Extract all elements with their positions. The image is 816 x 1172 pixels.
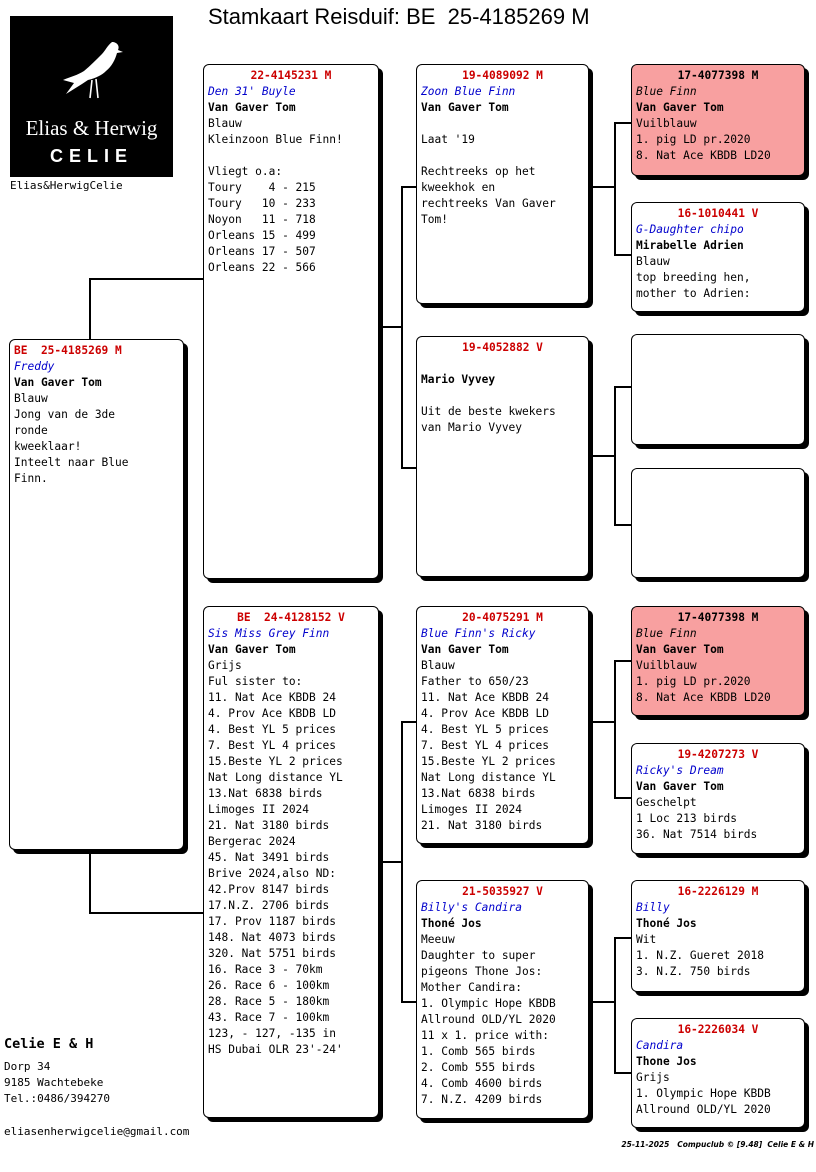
info-line: Allround OLD/YL 2020 bbox=[421, 1013, 556, 1026]
owner-name: Thone Jos bbox=[636, 1055, 697, 1068]
info-line: 28. Race 5 - 180km bbox=[208, 995, 330, 1008]
logo-caption: Elias&HerwigCelie bbox=[10, 179, 123, 192]
info-line: 15.Beste YL 2 prices bbox=[208, 755, 343, 768]
info-line: Noyon 11 - 718 bbox=[208, 213, 316, 226]
connector-line bbox=[401, 721, 416, 723]
info-line: Orleans 17 - 507 bbox=[208, 245, 316, 258]
info-line: 43. Race 7 - 100km bbox=[208, 1011, 330, 1024]
ring-number: 17-4077398 M bbox=[677, 69, 759, 82]
connector-line bbox=[89, 278, 91, 339]
pigeon-name: Candira bbox=[636, 1039, 684, 1052]
info-line: Grijs bbox=[208, 659, 242, 672]
connector-line bbox=[89, 850, 91, 913]
owner-name: Van Gaver Tom bbox=[421, 101, 509, 114]
info-line: Vliegt o.a: bbox=[208, 165, 283, 178]
owner-name: Van Gaver Tom bbox=[636, 643, 724, 656]
connector-line bbox=[593, 1001, 614, 1003]
info-line bbox=[421, 116, 584, 132]
ring-number: BE 24-4128152 V bbox=[237, 611, 345, 624]
info-line: Ful sister to: bbox=[208, 675, 303, 688]
info-line: 11. Nat Ace KBDB 24 bbox=[421, 691, 549, 704]
info-line: Mother Candira: bbox=[421, 981, 523, 994]
pigeon-name: Billy bbox=[636, 901, 670, 914]
info-line: 1. Olympic Hope KBDB bbox=[421, 997, 556, 1010]
pigeon-name: G-Daughter chipo bbox=[636, 223, 744, 236]
connector-line bbox=[89, 912, 203, 914]
owner-name: Van Gaver Tom bbox=[208, 101, 296, 114]
info-line: Toury 4 - 215 bbox=[208, 181, 316, 194]
pigeon-card-dds[interactable] bbox=[631, 880, 805, 992]
info-line: Blauw bbox=[14, 392, 48, 405]
info-line: Jong van de 3de bbox=[14, 408, 116, 421]
pigeon-card-sds-empty[interactable] bbox=[631, 334, 805, 445]
info-line: Blauw bbox=[636, 255, 670, 268]
connector-line bbox=[401, 186, 416, 188]
info-line: Laat '19 bbox=[421, 133, 475, 146]
logo-brand: Elias & Herwig bbox=[25, 116, 158, 140]
ring-number: 19-4052882 V bbox=[462, 341, 543, 354]
pigeon-card-dam-sire[interactable] bbox=[416, 606, 589, 844]
owner-name: Van Gaver Tom bbox=[636, 780, 724, 793]
owner-name: Mario Vyvey bbox=[421, 373, 496, 386]
info-line: van Mario Vyvey bbox=[421, 421, 523, 434]
info-line: 1 Loc 213 birds bbox=[636, 812, 738, 825]
connector-line bbox=[401, 467, 416, 469]
breeder-phone: Tel.:0486/394270 bbox=[4, 1092, 110, 1105]
page-title: Stamkaart Reisduif: BE 25-4185269 M bbox=[208, 4, 590, 29]
pigeon-name: Billy's Candira bbox=[421, 901, 523, 914]
info-line: 26. Race 6 - 100km bbox=[208, 979, 330, 992]
info-line: Tom! bbox=[421, 213, 448, 226]
pigeon-name: Blue Finn's Ricky bbox=[421, 627, 536, 640]
info-line: 2. Comb 555 birds bbox=[421, 1061, 536, 1074]
ring-number: 16-2226129 M bbox=[677, 885, 759, 898]
info-line: 13.Nat 6838 birds bbox=[208, 787, 323, 800]
connector-line bbox=[593, 721, 614, 723]
connector-line bbox=[401, 186, 403, 468]
info-line: Uit de beste kwekers bbox=[421, 405, 556, 418]
pigeon-card-sdd-empty[interactable] bbox=[631, 468, 805, 578]
info-line: pigeons Thone Jos: bbox=[421, 965, 543, 978]
owner-name: Van Gaver Tom bbox=[421, 643, 509, 656]
info-line: Nat Long distance YL bbox=[208, 771, 343, 784]
info-line: Blauw bbox=[208, 117, 242, 130]
info-line: 4. Prov Ace KBDB LD bbox=[421, 707, 549, 720]
info-line: 11. Nat Ace KBDB 24 bbox=[208, 691, 336, 704]
connector-line bbox=[593, 455, 614, 457]
info-line: 21. Nat 3180 birds bbox=[208, 819, 330, 832]
owner-name: Van Gaver Tom bbox=[208, 643, 296, 656]
connector-line bbox=[614, 660, 631, 662]
info-line: Inteelt naar Blue bbox=[14, 456, 129, 469]
ring-number: 21-5035927 V bbox=[462, 885, 543, 898]
ring-number: BE 25-4185269 M bbox=[14, 344, 122, 357]
owner-name: Van Gaver Tom bbox=[636, 101, 724, 114]
info-line: Bergerac 2024 bbox=[208, 835, 296, 848]
info-line: 11 x 1. price with: bbox=[421, 1029, 549, 1042]
info-line: 13.Nat 6838 birds bbox=[421, 787, 536, 800]
info-line: 8. Nat Ace KBDB LD20 bbox=[636, 149, 771, 162]
info-line: Meeuw bbox=[421, 933, 455, 946]
owner-name: Van Gaver Tom bbox=[14, 376, 102, 389]
info-line: 21. Nat 3180 birds bbox=[421, 819, 543, 832]
info-line: HS Dubai OLR 23'-24' bbox=[208, 1043, 343, 1056]
info-line bbox=[421, 388, 584, 404]
info-line: 7. Best YL 4 prices bbox=[421, 739, 549, 752]
ring-number: 16-2226034 V bbox=[677, 1023, 759, 1036]
info-line: Toury 10 - 233 bbox=[208, 197, 316, 210]
info-line: kweekhok en bbox=[421, 181, 496, 194]
connector-line bbox=[401, 721, 403, 1002]
connector-line bbox=[614, 660, 616, 798]
info-line: Blauw bbox=[421, 659, 455, 672]
pigeon-card-sss[interactable] bbox=[631, 64, 805, 176]
info-line: 1. Comb 565 birds bbox=[421, 1045, 536, 1058]
info-line: Rechtreeks op het bbox=[421, 165, 536, 178]
pigeon-name: Blue Finn bbox=[636, 85, 697, 98]
pigeon-name: Den 31' Buyle bbox=[208, 85, 296, 98]
info-line: Vuilblauw bbox=[636, 117, 697, 130]
ring-number: 17-4077398 M bbox=[677, 611, 759, 624]
pigeon-card-dss[interactable] bbox=[631, 606, 805, 716]
info-line: 4. Prov Ace KBDB LD bbox=[208, 707, 336, 720]
pigeon-name: Freddy bbox=[14, 360, 55, 373]
connector-line bbox=[614, 797, 631, 799]
info-line: Wit bbox=[636, 933, 657, 946]
info-line: 45. Nat 3491 birds bbox=[208, 851, 330, 864]
info-line: 16. Race 3 - 70km bbox=[208, 963, 323, 976]
info-line bbox=[421, 148, 584, 164]
connector-line bbox=[614, 254, 631, 256]
info-line: Geschelpt bbox=[636, 796, 697, 809]
breeder-city: 9185 Wachtebeke bbox=[4, 1076, 104, 1089]
info-line: kweeklaar! bbox=[14, 440, 82, 453]
pigeon-card-sire[interactable] bbox=[203, 64, 379, 579]
info-line: 17. Prov 1187 birds bbox=[208, 915, 336, 928]
info-line: 3. N.Z. 750 birds bbox=[636, 965, 751, 978]
pigeon-name: Blue Finn bbox=[636, 627, 697, 640]
info-line: 36. Nat 7514 birds bbox=[636, 828, 758, 841]
info-line: Kleinzoon Blue Finn! bbox=[208, 133, 343, 146]
owner-name: Thoné Jos bbox=[421, 917, 482, 930]
connector-line bbox=[614, 122, 631, 124]
ring-number: 16-1010441 V bbox=[677, 207, 759, 220]
pigeon-card-dam-dam[interactable] bbox=[416, 880, 589, 1119]
info-line: 4. Comb 4600 birds bbox=[421, 1077, 543, 1090]
info-line: 8. Nat Ace KBDB LD20 bbox=[636, 691, 771, 704]
ring-number: 19-4207273 V bbox=[677, 748, 759, 761]
owner-name: Mirabelle Adrien bbox=[636, 239, 744, 252]
info-line: rechtreeks Van Gaver bbox=[421, 197, 556, 210]
info-line: Limoges II 2024 bbox=[208, 803, 310, 816]
connector-line bbox=[614, 122, 616, 255]
pigeon-card-dam[interactable] bbox=[203, 606, 379, 1118]
info-line: Allround OLD/YL 2020 bbox=[636, 1103, 771, 1116]
connector-line bbox=[614, 937, 616, 1073]
ring-number: 22-4145231 M bbox=[250, 69, 332, 82]
info-line: mother to Adrien: bbox=[636, 287, 751, 300]
breeder-name: Celie E & H bbox=[4, 1036, 94, 1052]
info-line: Nat Long distance YL bbox=[421, 771, 556, 784]
info-line: Orleans 15 - 499 bbox=[208, 229, 316, 242]
info-line: 7. N.Z. 4209 birds bbox=[421, 1093, 543, 1106]
info-line bbox=[208, 148, 374, 164]
info-line: 1. pig LD pr.2020 bbox=[636, 675, 751, 688]
pigeon-name: Sis Miss Grey Finn bbox=[208, 627, 330, 640]
connector-line bbox=[614, 937, 631, 939]
pigeon-card-ssd[interactable] bbox=[631, 202, 805, 312]
connector-line bbox=[614, 386, 616, 525]
pigeon-card-sire-dam[interactable] bbox=[416, 336, 589, 577]
connector-line bbox=[614, 1072, 631, 1074]
logo-subbrand: CELIE bbox=[49, 146, 133, 166]
connector-line bbox=[379, 326, 401, 328]
info-line: 320. Nat 5751 birds bbox=[208, 947, 336, 960]
info-line: 123, - 127, -135 in bbox=[208, 1027, 336, 1040]
info-line: 1. N.Z. Gueret 2018 bbox=[636, 949, 764, 962]
pigeon-name bbox=[421, 356, 584, 372]
connector-line bbox=[614, 386, 631, 388]
info-line: Orleans 22 - 566 bbox=[208, 261, 316, 274]
logo bbox=[10, 16, 173, 177]
breeder-address: Dorp 34 bbox=[4, 1060, 51, 1073]
pigeon-card-sire-sire[interactable] bbox=[416, 64, 589, 304]
info-line: Limoges II 2024 bbox=[421, 803, 523, 816]
breeder-email[interactable]: eliasenherwigcelie@gmail.com bbox=[4, 1125, 190, 1138]
info-line: 1. Olympic Hope KBDB bbox=[636, 1087, 771, 1100]
info-line: 4. Best YL 5 prices bbox=[421, 723, 549, 736]
info-line: Daughter to super bbox=[421, 949, 536, 962]
connector-line bbox=[593, 186, 614, 188]
info-line: top breeding hen, bbox=[636, 271, 751, 284]
info-line: 4. Best YL 5 prices bbox=[208, 723, 336, 736]
connector-line bbox=[614, 524, 631, 526]
connector-line bbox=[89, 278, 203, 280]
info-line: 15.Beste YL 2 prices bbox=[421, 755, 556, 768]
info-line: 7. Best YL 4 prices bbox=[208, 739, 336, 752]
ring-number: 20-4075291 M bbox=[462, 611, 543, 624]
owner-name: Thoné Jos bbox=[636, 917, 697, 930]
info-line: Finn. bbox=[14, 472, 48, 485]
info-line: Brive 2024,also ND: bbox=[208, 867, 336, 880]
pigeon-card-subject[interactable] bbox=[9, 339, 184, 850]
info-line: ronde bbox=[14, 424, 48, 437]
ring-number: 19-4089092 M bbox=[462, 69, 543, 82]
info-line: 148. Nat 4073 birds bbox=[208, 931, 336, 944]
pigeon-name: Zoon Blue Finn bbox=[421, 85, 516, 98]
info-line: Vuilblauw bbox=[636, 659, 697, 672]
print-stamp: 25-11-2025 Compuclub © [9.48] Celie E & H bbox=[621, 1140, 814, 1149]
info-line: 42.Prov 8147 birds bbox=[208, 883, 330, 896]
info-line: 1. pig LD pr.2020 bbox=[636, 133, 751, 146]
info-line: Grijs bbox=[636, 1071, 670, 1084]
info-line: 17.N.Z. 2706 birds bbox=[208, 899, 330, 912]
pigeon-card-dsd[interactable] bbox=[631, 743, 805, 854]
pigeon-name: Ricky's Dream bbox=[636, 764, 724, 777]
info-line: Father to 650/23 bbox=[421, 675, 529, 688]
connector-line bbox=[379, 861, 401, 863]
pigeon-icon bbox=[60, 38, 124, 102]
pigeon-card-ddd[interactable] bbox=[631, 1018, 805, 1128]
connector-line bbox=[401, 1001, 416, 1003]
